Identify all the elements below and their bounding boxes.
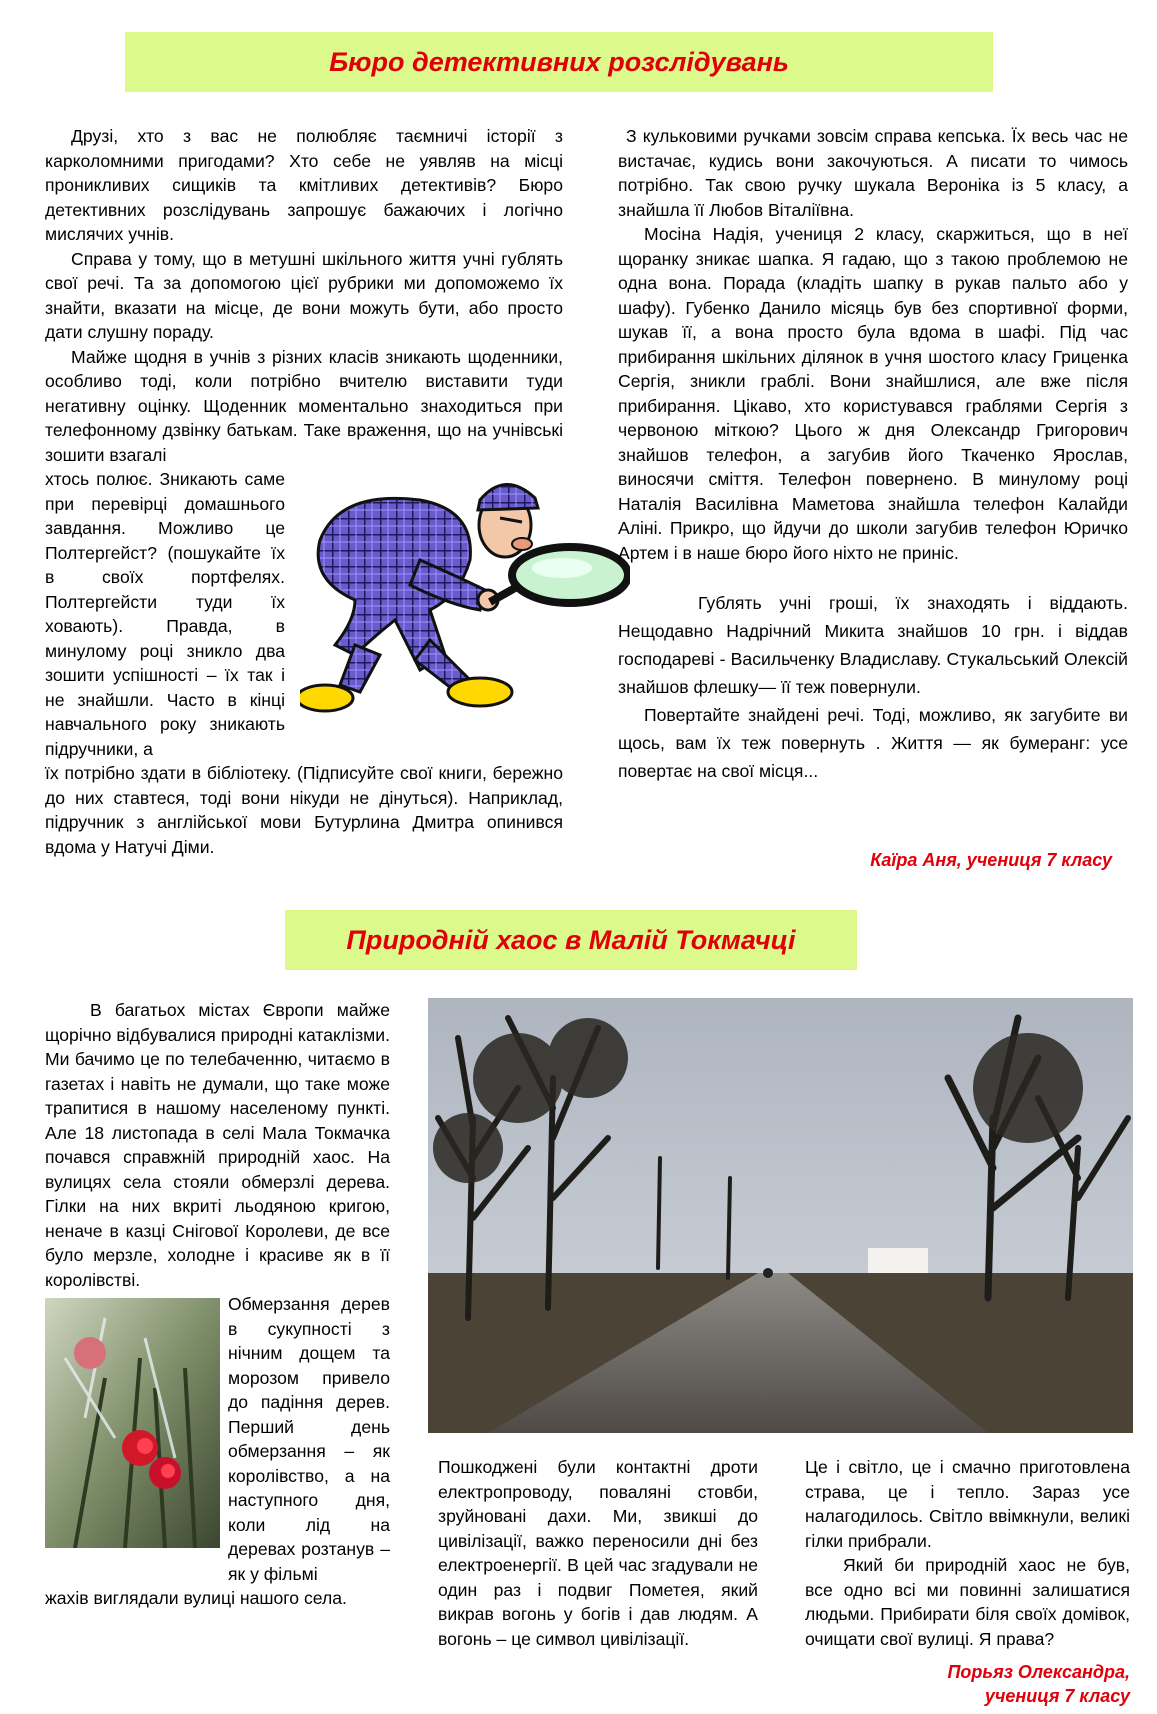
article2-paragraph-tail: жахів виглядали вулиці нашого села. (45, 1588, 347, 1608)
article2-paragraph: Це і світло, це і смачно приготовлена страва, це і тепло. Зараз усе налагодилось. Світло ввімкнули, великі гілки прибрали. (805, 1457, 1130, 1551)
article2-paragraph: Який би природній хаос не був, все одно всі ми повинні залишатися людьми. Прибирати біля своїх домівок, очищати свої вулиці. Я права? (805, 1555, 1130, 1649)
article1-paragraph: Гублять учні гроші, їх знаходять і віддають. Нещодавно Надрічний Микита знайшов 10 грн. і віддав господареві - Васильченку Владиславу. Стукальський Олексій знайшов флешку— її теж повернули. (618, 593, 1128, 697)
article2-middle-column (438, 1455, 758, 1651)
article1-paragraph: Майже щодня в учнів з різних класів зникають щоденники, особливо тоді, коли потрібно вчителю виставити туди негативну оцінку. Щоденник моментально знаходиться при телефонному дзвінку батькам. Таке враження, що на учнівські зошити взагалі (45, 346, 563, 465)
article2-signature (860, 1660, 1130, 1708)
article1-paragraph-tail: їх потрібно здати в бібліотеку. (Підписуйте свої книги, бережно до них ставтеся, тоді вони нікуди не дінуться). Наприклад, підручник з англійської мови Бутурлина Дмитра опинився вдома у Натучі Діми. (45, 763, 563, 857)
article2-title-banner (285, 910, 857, 970)
article1-title-banner (125, 32, 993, 92)
article1-paragraph: Справа у тому, що в метушні шкільного життя учні гублять свої речі. Та за допомогою цієї рубрики ми допоможемо їх знайти, вказати на місце, де вони можуть бути, або просто дати слушну пораду. (45, 248, 563, 342)
article2-signature-name: Порьяз Олександра, (947, 1662, 1130, 1682)
article1-title: Бюро детективних розслідувань (329, 46, 789, 77)
article1-wrap-text: хтось полює. Зникають саме при перевірці домашнього завдання. Можливо це Полтергейст? (пошукайте їх в своїх портфелях. Полтергейсти туди їх ховають). Правда, в минулому році зникло два зошити успішності – їх так і не знайшли. Часто в кінці навчального року зникають підручники, а (45, 469, 285, 759)
article1-paragraph: Мосіна Надія, учениця 2 класу, скаржиться, що в неї щоранку зникає шапка. Я гадаю, що з такою проблемою не одна вона. Порада (кладіть шапку в рукав пальто або у шафу). Губенко Данило місяць був без спортивної форми, шукав її, а вона просто була вдома в шафі. Під час прибирання шкільних ділянок в учня шостого класу Гриценка Сергія, зникли граблі. Вони знайшлися, але вже після прибирання. Цікаво, хто користувався граблями Сергія з червоною міткою? Цього ж дня Олександр Григорович знайшов телефон, а загубив його Ткаченко Ярослав, виносячи сміття. Телефон повернено. В минулому році Наталія Василівна Маметова знайшла телефон Калайди Аліні. Прикро, що йдучи до школи загубив телефон Юричко Артем і в наше бюро його ніхто не приніс. (618, 224, 1128, 563)
article1-paragraph: Повертайте знайдені речі. Тоді, можливо, як загубите ви щось, вам їх теж повернуть . Життя — як бумеранг: усе повертає на свої місця... (618, 705, 1128, 781)
article1-paragraph: Друзі, хто з вас не полюбляє таємничі історії з карколомними пригодами? Хто себе не уявляв на місці проникливих сищиків та кмітливих детективів? Бюро детективних розслідувань запрошує бажаючих і логічно мислячих учнів. (45, 126, 563, 244)
article1-paragraph: З кульковими ручками зовсім справа кепська. Їх весь час не вистачає, кудись вони закочуються. А писати то чимось потрібно. Так свою ручку шукала Вероніка із 5 класу, а знайшла її Любов Віталіївна. (618, 126, 1128, 220)
article2-wrap-text: Обмерзання дерев в сукупності з нічним дощем та морозом привело до падіння дерев. Перший день обмерзання – як королівство, а на наступного дня, коли лід на деревах розтанув – як у фільмі (228, 1294, 390, 1584)
frozen-roses-photo (45, 1298, 220, 1548)
article2-signature-class: учениця 7 класу (984, 1686, 1130, 1706)
article2-paragraph: Пошкоджені були контактні дроти електропроводу, поваляні стовби, зруйновані дахи. Ми, звикші до цивілізації, важко переносили дні без електроенергії. В цей час згадували не один раз і подвиг Пометея, який викрав вогонь у богів і дав людям. А вогонь – це символ цивілізації. (438, 1457, 758, 1649)
article1-signature: Каїра Аня, учениця 7 класу (870, 850, 1112, 870)
article2-paragraph: В багатьох містах Європи майже щорічно відбувалися природні катаклізми. Ми бачимо це по телебаченню, читаємо в газетах і навіть не думали, що таке може трапитися в нашому населеному пункті. Але 18 листопада в селі Мала Токмачка почався справжній природній хаос. На вулицях села стояли обмерзлі дерева. Гілки на них вкриті льодяною кригою, неначе в казці Снігової Королеви, де все було мерзле, холодне і красиве як в її королівстві. (45, 1000, 390, 1290)
detective-illustration (300, 470, 630, 740)
article2-left-column (45, 998, 390, 1611)
article2-title: Природній хаос в Малій Токмачці (346, 924, 796, 955)
article2-right-column (805, 1455, 1130, 1651)
street-photo (428, 998, 1133, 1433)
article1-right-column (618, 124, 1128, 785)
